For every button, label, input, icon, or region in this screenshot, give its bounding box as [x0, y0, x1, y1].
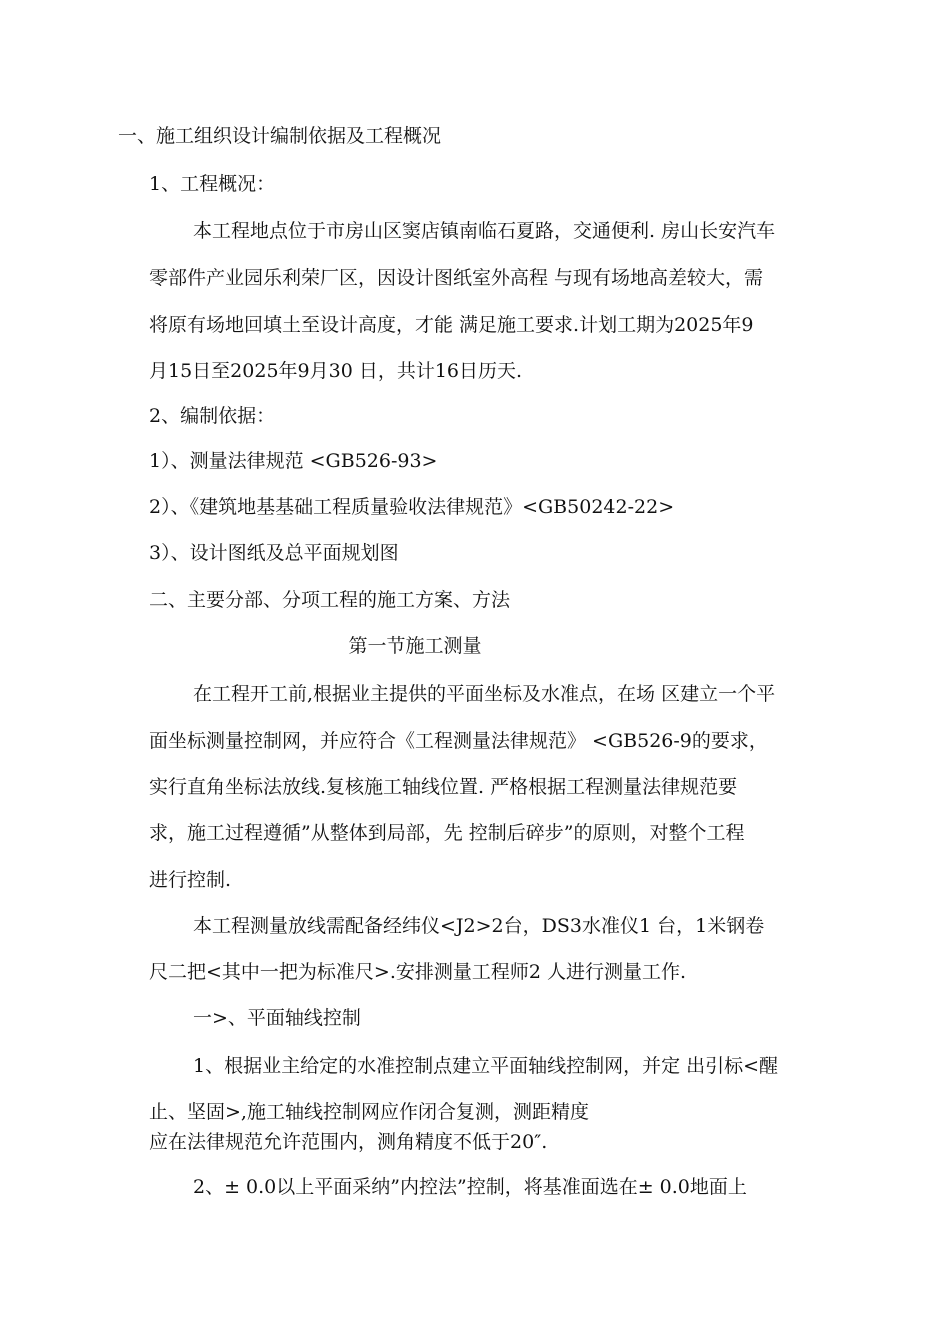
paragraph-line: 止、坚固>,施工轴线控制网应作闭合复测，测距精度 — [149, 1101, 589, 1123]
subheading-basis: 2、编制依据： — [149, 405, 276, 427]
paragraph-line: 尺二把<其中一把为标准尺>.安排测量工程师2 人进行测量工作. — [149, 961, 687, 983]
paragraph-line: 进行控制. — [149, 869, 232, 891]
paragraph-line: 2、± 0.0以上平面采纳”内控法”控制，将基准面选在± 0.0地面上 — [193, 1176, 747, 1198]
list-item: 2）、《建筑地基基础工程质量验收法律规范》<GB50242-22> — [149, 496, 675, 518]
paragraph-line: 求，施工过程遵循”从整体到局部，先 控制后碎步”的原则，对整个工程 — [149, 822, 745, 844]
subheading-project-overview: 1、工程概况： — [149, 173, 276, 195]
heading-section-1: 一、施工组织设计编制依据及工程概况 — [118, 125, 442, 147]
subheading-axis-control: 一>、平面轴线控制 — [193, 1007, 361, 1029]
paragraph-line: 月15日至2025年9月30 日，共计16日历天. — [149, 360, 523, 382]
paragraph-line: 实行直角坐标法放线.复核施工轴线位置. 严格根据工程测量法律规范要 — [149, 776, 738, 798]
list-item: 3）、设计图纸及总平面规划图 — [149, 542, 399, 564]
paragraph-line: 面坐标测量控制网，并应符合《工程测量法律规范》 <GB526-9的要求， — [149, 730, 768, 752]
list-item: 1）、测量法律规范 <GB526-93> — [149, 450, 438, 472]
section-title: 第一节施工测量 — [348, 635, 482, 657]
paragraph-line: 本工程测量放线需配备经纬仪<J2>2台，DS3水准仪1 台，1米钢卷 — [193, 915, 765, 937]
heading-section-2: 二、主要分部、分项工程的施工方案、方法 — [149, 589, 511, 611]
paragraph-line: 零部件产业园乐利荣厂区，因设计图纸室外高程 与现有场地高差较大，需 — [149, 267, 764, 289]
paragraph-line: 本工程地点位于市房山区窦店镇南临石夏路，交通便利. 房山长安汽车 — [193, 220, 776, 242]
paragraph-line: 将原有场地回填土至设计高度，才能 满足施工要求.计划工期为2025年9 — [149, 314, 754, 336]
paragraph-line: 应在法律规范允许范围内，测角精度不低于20″. — [149, 1131, 548, 1153]
paragraph-line: 在工程开工前,根据业主提供的平面坐标及水准点，在场 区建立一个平 — [193, 683, 776, 705]
paragraph-line: 1、根据业主给定的水准控制点建立平面轴线控制网，并定 出引标<醒 — [193, 1055, 779, 1077]
